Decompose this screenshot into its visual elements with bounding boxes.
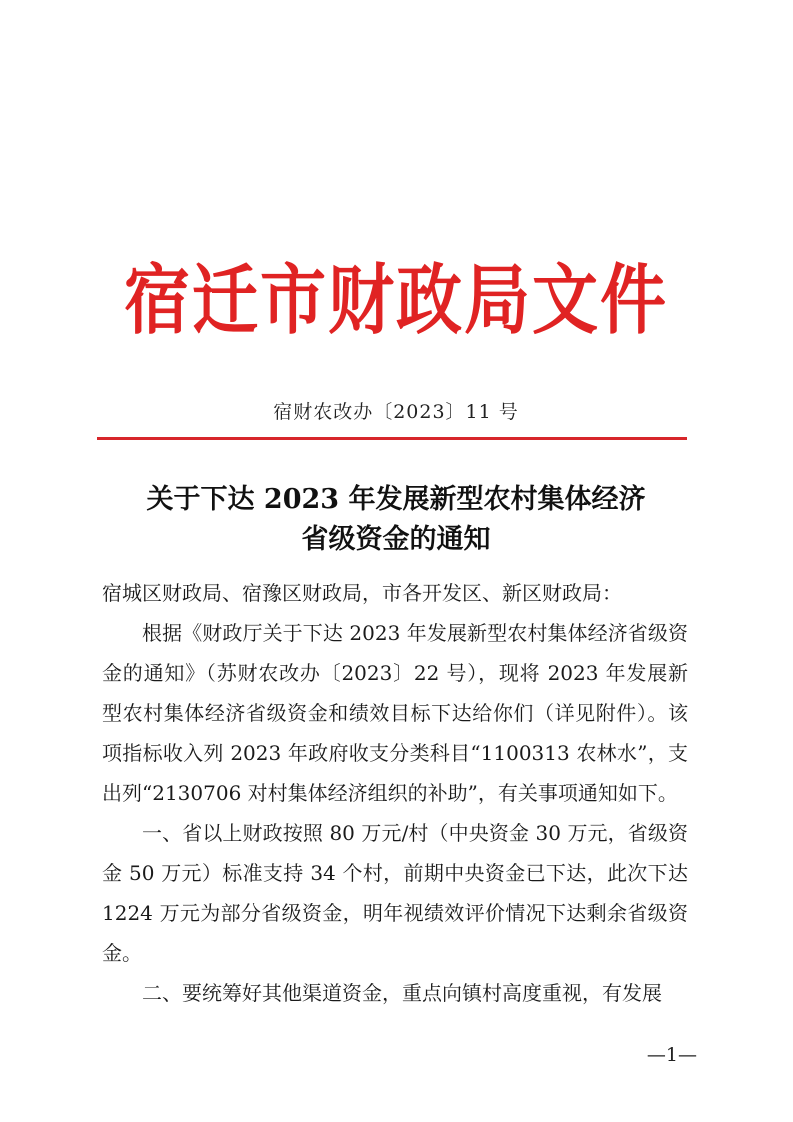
- red-divider-line: [97, 437, 687, 440]
- document-body: [102, 573, 688, 1013]
- notice-title: [96, 480, 696, 560]
- body-paragraph-2: 一、省以上财政按照 80 万元/村（中央资金 30 万元，省级资金 50 万元）标准支持 34 个村，前期中央资金已下达，此次下达 1224 万元为部分省级资金，明年视绩效评价情况下达剩余省级资金。: [102, 821, 688, 965]
- notice-title-line-2: 省级资金的通知: [301, 524, 491, 555]
- page-number: —1—: [646, 1044, 697, 1066]
- body-paragraph-3: 二、要统筹好其他渠道资金，重点向镇村高度重视，有发展: [142, 981, 662, 1005]
- body-paragraph-1: 根据《财政厅关于下达 2023 年发展新型农村集体经济省级资金的通知》（苏财农改办〔2023〕22 号），现将 2023 年发展新型农村集体经济省级资金和绩效目标下达给你们（详见附件）。该项指标收入列 2023 年政府收支分类科目“1100313 农林水”，支出列“2130706 对村集体经济组织的补助”，有关事项通知如下。: [102, 621, 688, 805]
- document-header-title: 宿迁市财政局文件: [124, 255, 668, 345]
- addressee-line: 宿城区财政局、宿豫区财政局，市各开发区、新区财政局：: [102, 581, 622, 605]
- notice-title-line-1: 关于下达 2023 年发展新型农村集体经济: [146, 484, 646, 515]
- document-number: 宿财农改办〔2023〕11 号: [273, 401, 519, 423]
